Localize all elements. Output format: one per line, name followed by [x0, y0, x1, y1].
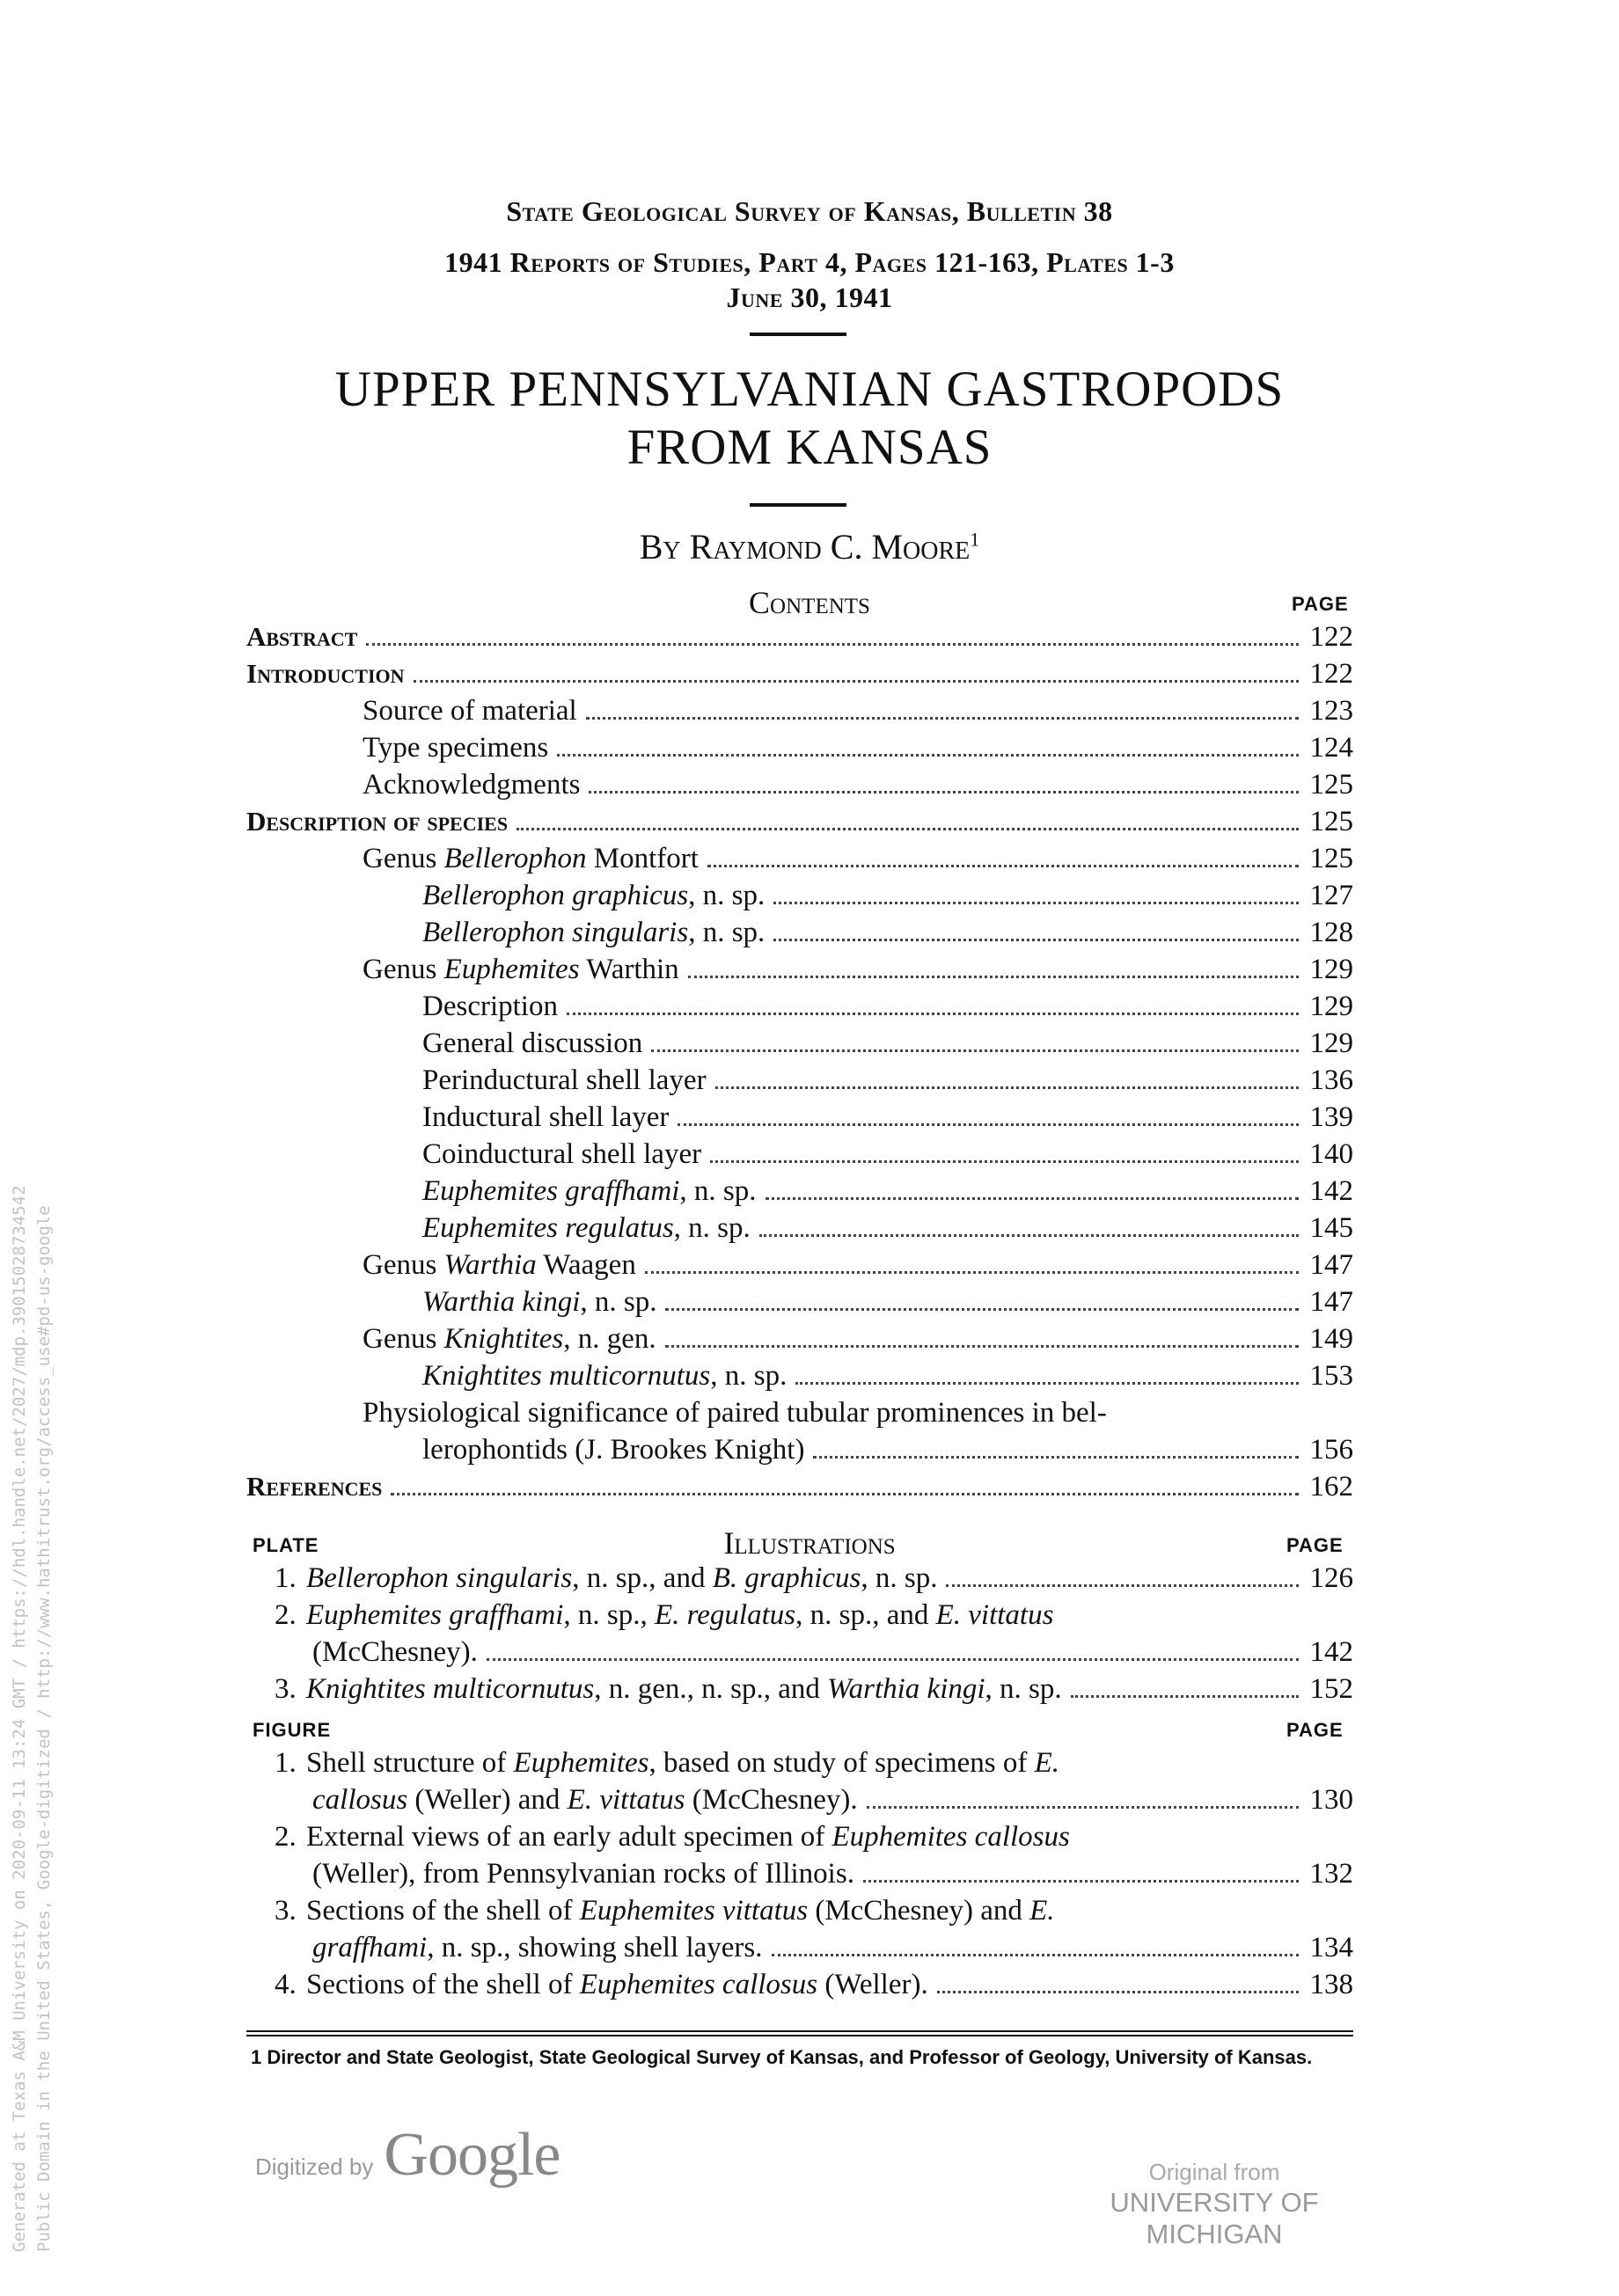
digitized-by-text: Digitized by — [255, 2153, 374, 2180]
google-watermark — [255, 2120, 560, 2190]
illustrations-heading: Illustrations — [723, 1525, 896, 1561]
figure-label: FIGURE — [253, 1719, 332, 1741]
toc-entry: Acknowledgments 125 — [363, 769, 1353, 801]
plate-entry: 3. Knightites multicornutus, n. gen., n. sp., and Warthia kingi, n. sp. 152 — [275, 1673, 1353, 1705]
sidebar-line-1: Generated at Texas A&M University on 2020-09-11 13:24 GMT / https://hdl.handle.net/2027/mdp.39015028734542 — [10, 1185, 29, 2252]
toc-entry: Genus Euphemites Warthin 129 — [363, 954, 1353, 985]
toc-entry: Introduction 122 — [246, 658, 1353, 690]
toc-entry: Bellerophon singularis, n. sp. 128 — [422, 917, 1353, 948]
toc-entry: Coinductural shell layer 140 — [422, 1138, 1353, 1170]
toc-entry: Genus Warthia Waagen 147 — [363, 1249, 1353, 1281]
figure-entry: 2. External views of an early adult specimen of Euphemites callosus — [275, 1821, 1070, 1853]
toc-entry: lerophontids (J. Brookes Knight) 156 — [422, 1434, 1353, 1466]
footnote-mark: 1 — [970, 528, 980, 551]
toc-entry: References 162 — [246, 1471, 1353, 1503]
toc-entry: Knightites multicornutus, n. sp. 153 — [422, 1360, 1353, 1392]
plate-entry: 1. Bellerophon singularis, n. sp., and B. graphicus, n. sp. 126 — [275, 1562, 1353, 1594]
bulletin-line: State Geological Survey of Kansas, Bulletin 38 — [506, 195, 1113, 227]
hathitrust-sidebar — [7, 1185, 56, 2252]
toc-entry: Warthia kingi, n. sp. 147 — [422, 1286, 1353, 1318]
toc-entry: Description 129 — [422, 991, 1353, 1022]
sidebar-line-2: Public Domain in the United States, Google-digitized / http://www.hathitrust.org/access_use#pd-us-google — [34, 1205, 54, 2252]
title-line-1: UPPER PENNSYLVANIAN GASTROPODS — [334, 362, 1285, 417]
contents-heading: Contents — [749, 585, 870, 620]
illustrations-page-label: PAGE — [1286, 1534, 1344, 1556]
toc-entry: General discussion 129 — [422, 1027, 1353, 1059]
figure-entry-continued: callosus (Weller) and E. vittatus (McChesney). 130 — [312, 1784, 1353, 1816]
header-rule — [750, 333, 846, 336]
figure-page-label: PAGE — [1286, 1719, 1344, 1741]
plate-entry-continued: (McChesney). 142 — [312, 1636, 1353, 1668]
toc-entry: Euphemites regulatus, n. sp. 145 — [422, 1212, 1353, 1244]
university-of-michigan-text: UNIVERSITY OF MICHIGAN — [1110, 2187, 1319, 2249]
plate-label: PLATE — [253, 1534, 319, 1556]
title-line-2: FROM KANSAS — [626, 420, 993, 475]
footnote-rule — [246, 2030, 1353, 2032]
figure-entry: 3. Sections of the shell of Euphemites vittatus (McChesney) and E. — [275, 1895, 1055, 1927]
figure-entry-continued: graffhami, n. sp., showing shell layers. 134 — [312, 1932, 1353, 1963]
original-from-text: Original from — [1148, 2159, 1280, 2185]
contents-page-label: PAGE — [1292, 593, 1349, 615]
author-line: By Raymond C. Moore$^1$ — [639, 527, 980, 567]
toc-entry: Physiological significance of paired tubular prominences in bel- — [363, 1397, 1107, 1429]
report-line: 1941 Reports of Studies, Part 4, Pages 121-163, Plates 1-3 — [444, 246, 1175, 278]
figure-entry: 1. Shell structure of Euphemites, based on study of specimens of E. — [275, 1747, 1060, 1779]
toc-entry: Genus Knightites, n. gen. 149 — [363, 1323, 1353, 1355]
toc-entry: Inductural shell layer 139 — [422, 1101, 1353, 1133]
toc-entry: Bellerophon graphicus, n. sp. 127 — [422, 880, 1353, 911]
toc-entry: Euphemites graffhami, n. sp. 142 — [422, 1175, 1353, 1207]
footnote-rule — [246, 2035, 1353, 2036]
toc-entry: Perinductural shell layer 136 — [422, 1064, 1353, 1096]
toc-entry: Description of species 125 — [246, 806, 1353, 837]
title-rule — [750, 503, 846, 507]
google-logo: Google — [384, 2121, 560, 2189]
toc-entry: Source of material 123 — [363, 695, 1353, 727]
footnote: 1 Director and State Geologist, State Geological Survey of Kansas, and Professor of Geology, University of Kansas. — [251, 2046, 1313, 2068]
toc-entry: Type specimens 124 — [363, 732, 1353, 764]
figure-entry: 4. Sections of the shell of Euphemites callosus (Weller). 138 — [275, 1969, 1353, 2000]
date-line: June 30, 1941 — [726, 282, 893, 313]
toc-entry: Genus Bellerophon Montfort 125 — [363, 843, 1353, 874]
plate-entry: 2. Euphemites graffhami, n. sp., E. regulatus, n. sp., and E. vittatus — [275, 1599, 1054, 1631]
toc-entry: Abstract 122 — [246, 621, 1353, 653]
figure-entry-continued: (Weller), from Pennsylvanian rocks of Illinois. 132 — [312, 1858, 1353, 1890]
